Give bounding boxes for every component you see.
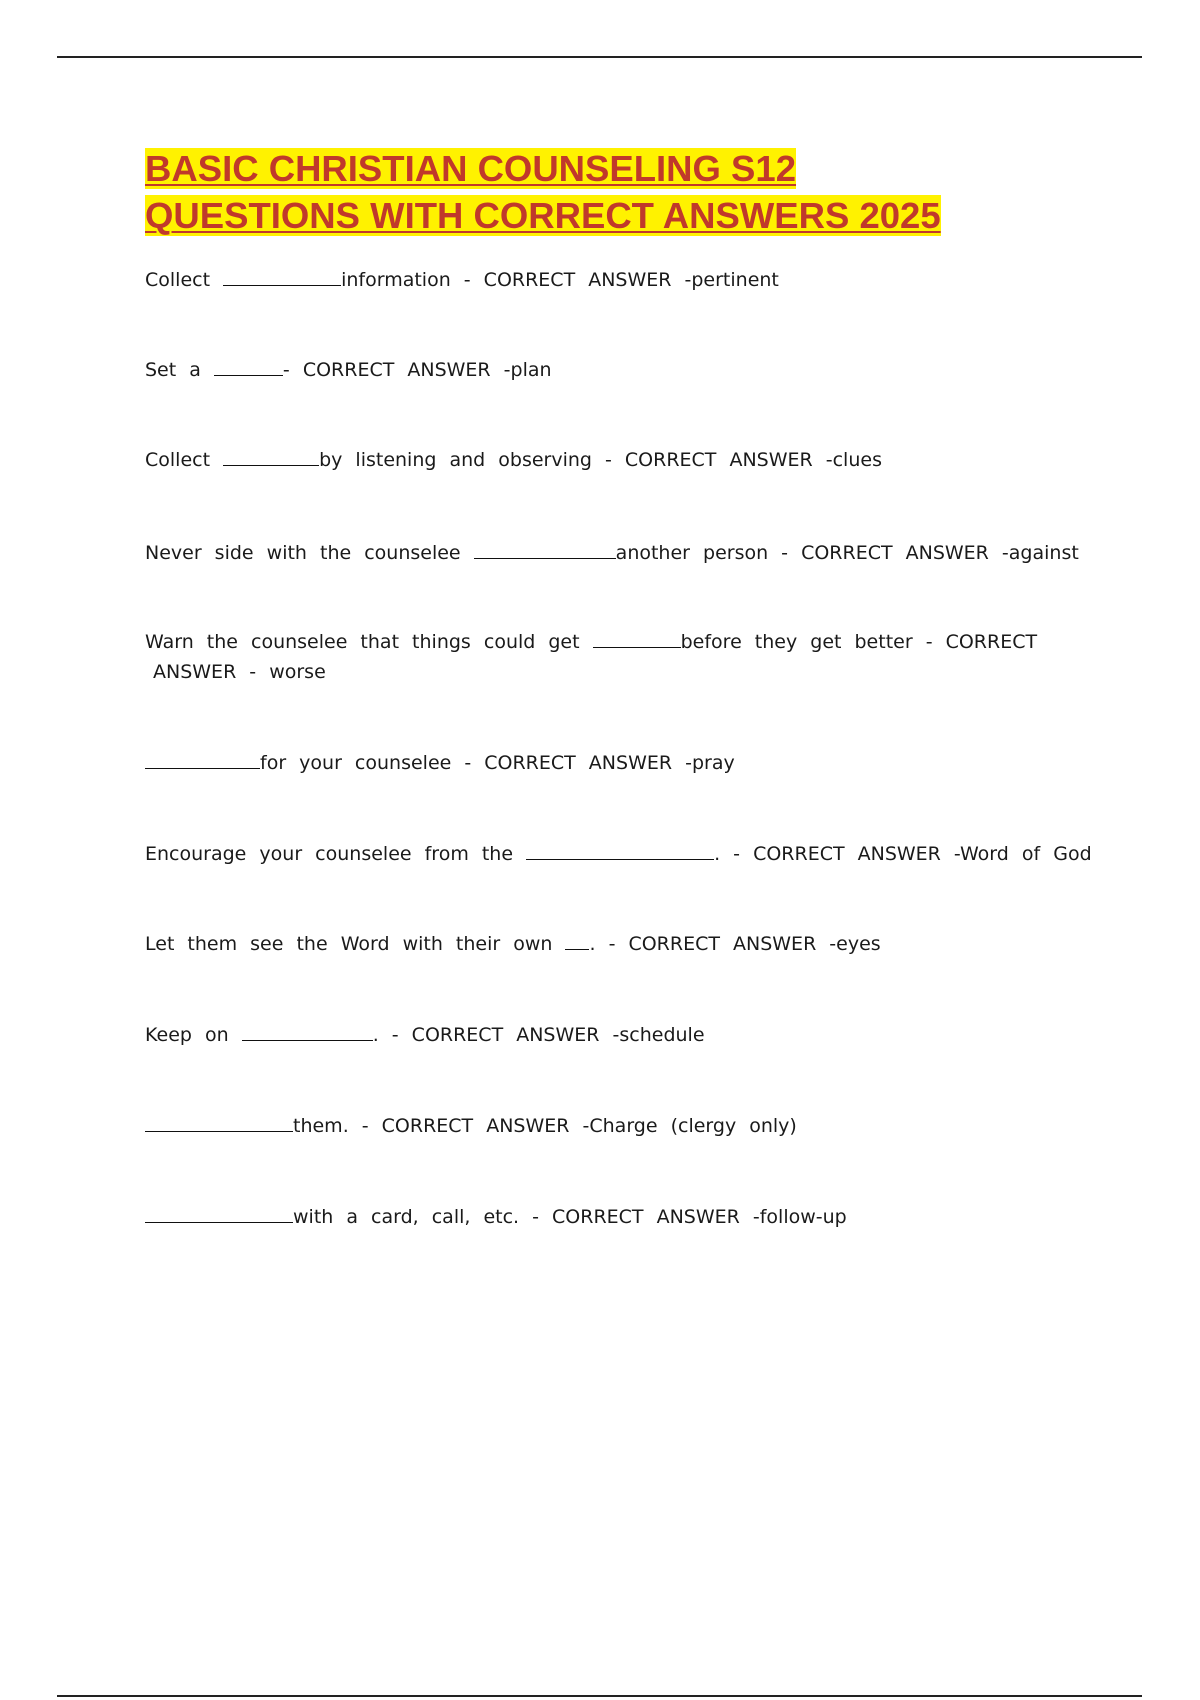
qa-item-4 xyxy=(145,538,1085,568)
question-text: Encourage your counselee from the xyxy=(145,843,527,865)
qa-item-10 xyxy=(145,1111,1085,1141)
answer-blank xyxy=(526,839,714,860)
answer-text: information - CORRECT ANSWER -pertinent xyxy=(341,269,779,291)
answer-blank xyxy=(145,1111,293,1132)
question-text: Never side with the counselee xyxy=(145,542,474,564)
question-text: Keep on xyxy=(145,1024,242,1046)
answer-text: - CORRECT ANSWER -plan xyxy=(282,359,552,381)
answer-text: with a card, call, etc. - CORRECT ANSWER -follow-up xyxy=(293,1206,847,1228)
qa-item-8 xyxy=(145,929,1085,959)
answer-blank xyxy=(223,265,341,286)
answer-blank xyxy=(145,748,260,769)
document-title xyxy=(145,145,1105,239)
answer-text: . - CORRECT ANSWER -eyes xyxy=(589,933,881,955)
answer-text: for your counselee - CORRECT ANSWER -pray xyxy=(260,752,735,774)
question-text: Collect xyxy=(145,269,224,291)
qa-item-11 xyxy=(145,1202,1085,1232)
answer-blank xyxy=(223,445,319,466)
answer-blank xyxy=(565,929,589,950)
qa-item-3 xyxy=(145,445,1085,475)
answer-blank xyxy=(214,355,283,376)
answer-text: . - CORRECT ANSWER -Word of God xyxy=(714,843,1092,865)
answer-text: . - CORRECT ANSWER -schedule xyxy=(372,1024,705,1046)
question-text: Warn the counselee that things could get xyxy=(145,631,593,653)
answer-blank xyxy=(474,538,616,559)
title-line-2: QUESTIONS WITH CORRECT ANSWERS 2025 xyxy=(145,195,941,236)
title-line-1: BASIC CHRISTIAN COUNSELING S12 xyxy=(145,148,796,189)
qa-item-6 xyxy=(145,748,1085,778)
qa-item-9 xyxy=(145,1020,1085,1050)
question-text: Set a xyxy=(145,359,214,381)
question-text: Collect xyxy=(145,449,224,471)
answer-text: another person - CORRECT ANSWER -against xyxy=(615,542,1079,564)
answer-blank xyxy=(242,1020,373,1041)
qa-item-7 xyxy=(145,839,1092,869)
qa-item-1 xyxy=(145,265,1085,295)
answer-text: them. - CORRECT ANSWER -Charge (clergy only) xyxy=(293,1115,797,1137)
qa-item-5 xyxy=(145,627,1085,687)
footer-rule xyxy=(57,1695,1142,1697)
answer-text: by listening and observing - CORRECT ANSWER -clues xyxy=(319,449,882,471)
answer-text: before they get better - CORRECT xyxy=(680,631,1038,653)
answer-blank xyxy=(593,627,681,648)
answer-text-continued: ANSWER - worse xyxy=(153,661,326,683)
qa-item-2 xyxy=(145,355,1085,385)
answer-blank xyxy=(145,1202,293,1223)
question-text: Let them see the Word with their own xyxy=(145,933,566,955)
header-rule xyxy=(57,56,1142,58)
